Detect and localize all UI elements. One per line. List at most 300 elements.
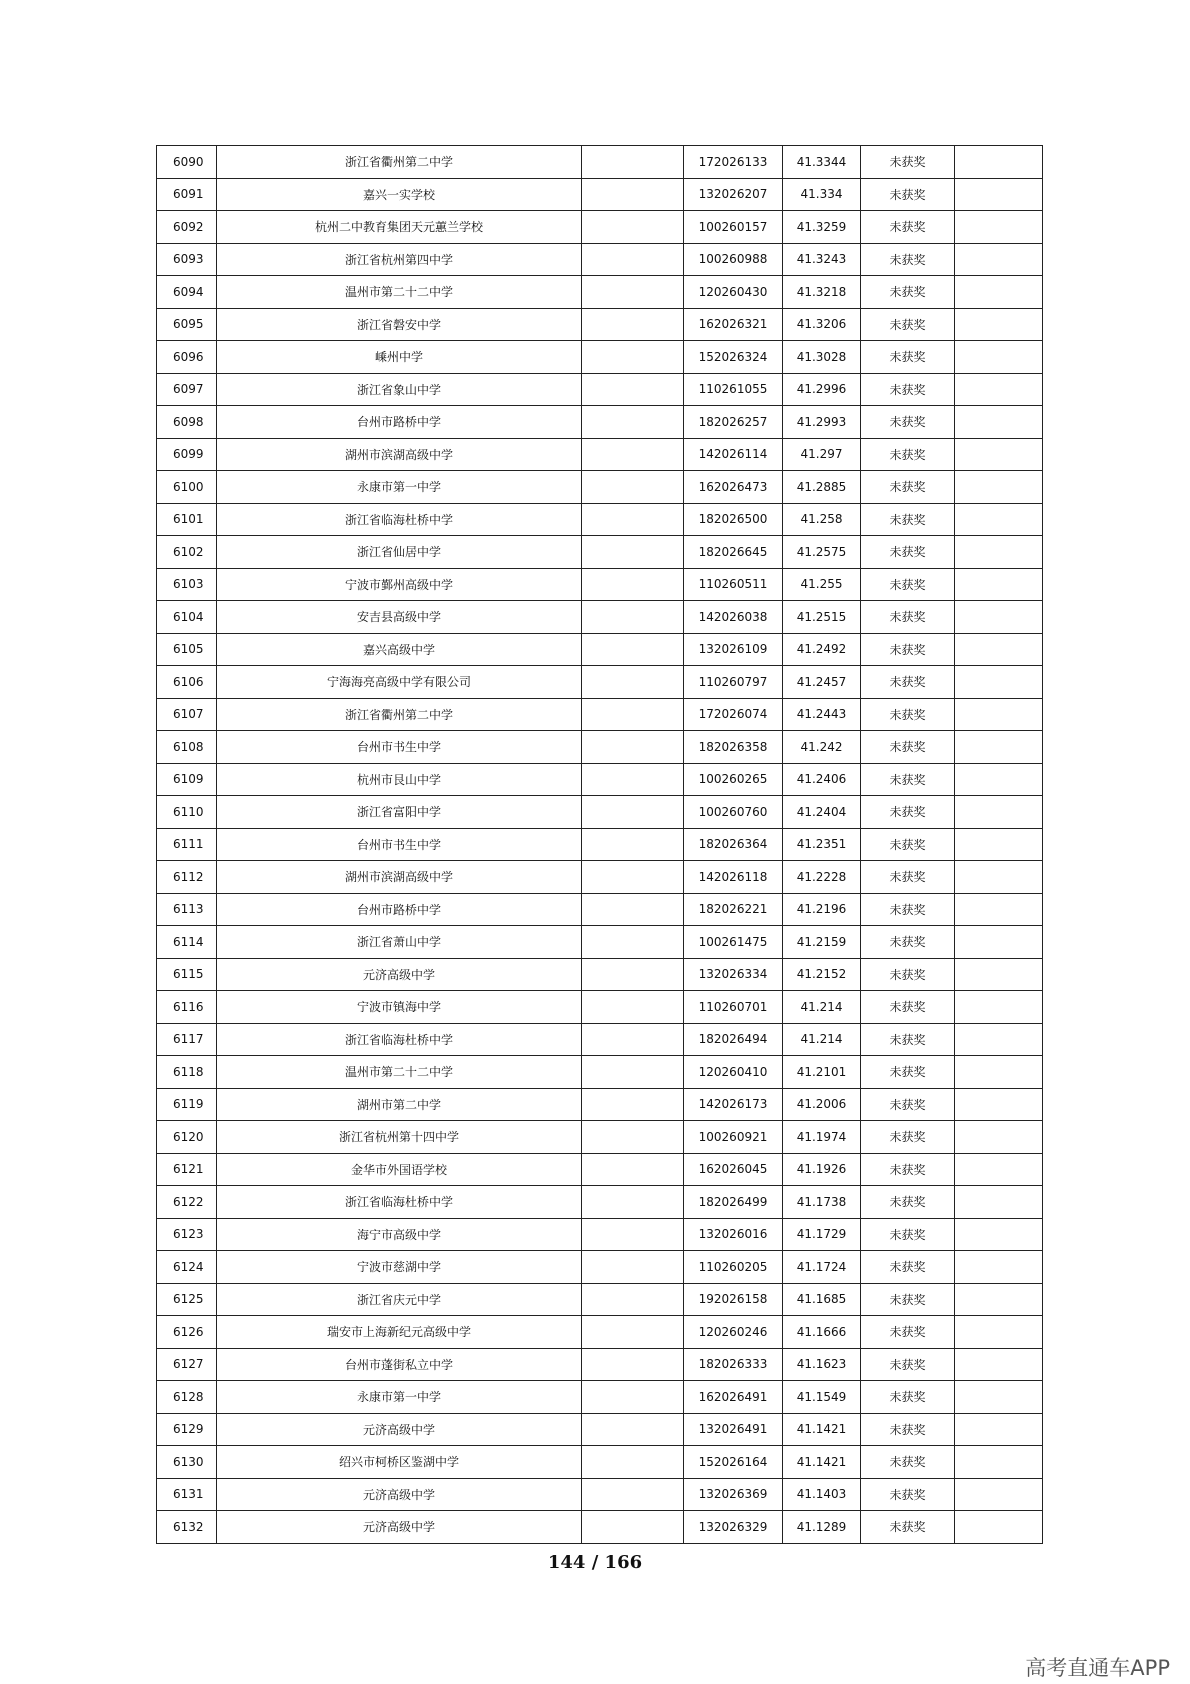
table-row bbox=[157, 1088, 1043, 1121]
candidate-id-cell: 162026491 bbox=[684, 1381, 783, 1414]
empty-cell bbox=[582, 861, 684, 894]
school-cell: 宁波市鄞州高级中学 bbox=[217, 568, 582, 601]
empty-cell bbox=[582, 731, 684, 764]
school-cell: 湖州市滨湖高级中学 bbox=[217, 861, 582, 894]
empty-cell bbox=[582, 503, 684, 536]
empty-cell bbox=[582, 536, 684, 569]
table-row bbox=[157, 1446, 1043, 1479]
score-cell: 41.1974 bbox=[783, 1121, 861, 1154]
candidate-id-cell: 182026364 bbox=[684, 828, 783, 861]
school-cell: 台州市蓬街私立中学 bbox=[217, 1348, 582, 1381]
empty-cell bbox=[955, 1023, 1043, 1056]
empty-cell bbox=[582, 1088, 684, 1121]
table-row bbox=[157, 1511, 1043, 1544]
school-cell: 嘉兴一实学校 bbox=[217, 178, 582, 211]
rank-cell: 6095 bbox=[157, 308, 217, 341]
table-row bbox=[157, 308, 1043, 341]
award-cell: 未获奖 bbox=[861, 1316, 955, 1349]
score-cell: 41.2101 bbox=[783, 1056, 861, 1089]
award-cell: 未获奖 bbox=[861, 861, 955, 894]
award-cell: 未获奖 bbox=[861, 1381, 955, 1414]
score-cell: 41.2404 bbox=[783, 796, 861, 829]
empty-cell bbox=[582, 1023, 684, 1056]
table-row bbox=[157, 698, 1043, 731]
candidate-id-cell: 120260410 bbox=[684, 1056, 783, 1089]
school-cell: 台州市路桥中学 bbox=[217, 893, 582, 926]
table-row bbox=[157, 861, 1043, 894]
empty-cell bbox=[955, 1056, 1043, 1089]
table-row bbox=[157, 146, 1043, 179]
score-cell: 41.1724 bbox=[783, 1251, 861, 1284]
rank-cell: 6092 bbox=[157, 211, 217, 244]
candidate-id-cell: 132026016 bbox=[684, 1218, 783, 1251]
award-cell: 未获奖 bbox=[861, 958, 955, 991]
empty-cell bbox=[582, 958, 684, 991]
empty-cell bbox=[955, 1121, 1043, 1154]
rank-cell: 6107 bbox=[157, 698, 217, 731]
rank-cell: 6117 bbox=[157, 1023, 217, 1056]
empty-cell bbox=[955, 893, 1043, 926]
empty-cell bbox=[582, 698, 684, 731]
school-cell: 永康市第一中学 bbox=[217, 471, 582, 504]
empty-cell bbox=[582, 471, 684, 504]
empty-cell bbox=[955, 178, 1043, 211]
candidate-id-cell: 182026645 bbox=[684, 536, 783, 569]
table-row bbox=[157, 633, 1043, 666]
table-row bbox=[157, 568, 1043, 601]
school-cell: 海宁市高级中学 bbox=[217, 1218, 582, 1251]
table-row bbox=[157, 958, 1043, 991]
score-cell: 41.1666 bbox=[783, 1316, 861, 1349]
rank-cell: 6132 bbox=[157, 1511, 217, 1544]
results-table bbox=[156, 145, 1043, 1544]
empty-cell bbox=[582, 1186, 684, 1219]
rank-cell: 6091 bbox=[157, 178, 217, 211]
rank-cell: 6114 bbox=[157, 926, 217, 959]
rank-cell: 6115 bbox=[157, 958, 217, 991]
score-cell: 41.1421 bbox=[783, 1446, 861, 1479]
candidate-id-cell: 182026494 bbox=[684, 1023, 783, 1056]
table-row bbox=[157, 1056, 1043, 1089]
empty-cell bbox=[582, 1381, 684, 1414]
award-cell: 未获奖 bbox=[861, 146, 955, 179]
empty-cell bbox=[955, 991, 1043, 1024]
award-cell: 未获奖 bbox=[861, 926, 955, 959]
empty-cell bbox=[955, 146, 1043, 179]
score-cell: 41.2996 bbox=[783, 373, 861, 406]
empty-cell bbox=[955, 861, 1043, 894]
rank-cell: 6093 bbox=[157, 243, 217, 276]
score-cell: 41.2228 bbox=[783, 861, 861, 894]
school-cell: 永康市第一中学 bbox=[217, 1381, 582, 1414]
rank-cell: 6122 bbox=[157, 1186, 217, 1219]
empty-cell bbox=[582, 1348, 684, 1381]
table-row bbox=[157, 828, 1043, 861]
empty-cell bbox=[955, 601, 1043, 634]
award-cell: 未获奖 bbox=[861, 1251, 955, 1284]
school-cell: 元济高级中学 bbox=[217, 958, 582, 991]
table-row bbox=[157, 1316, 1043, 1349]
table-row bbox=[157, 471, 1043, 504]
candidate-id-cell: 142026173 bbox=[684, 1088, 783, 1121]
award-cell: 未获奖 bbox=[861, 633, 955, 666]
empty-cell bbox=[582, 1413, 684, 1446]
award-cell: 未获奖 bbox=[861, 211, 955, 244]
candidate-id-cell: 132026369 bbox=[684, 1478, 783, 1511]
rank-cell: 6130 bbox=[157, 1446, 217, 1479]
score-cell: 41.258 bbox=[783, 503, 861, 536]
empty-cell bbox=[955, 1316, 1043, 1349]
award-cell: 未获奖 bbox=[861, 893, 955, 926]
candidate-id-cell: 182026499 bbox=[684, 1186, 783, 1219]
award-cell: 未获奖 bbox=[861, 406, 955, 439]
table-row bbox=[157, 1478, 1043, 1511]
score-cell: 41.2515 bbox=[783, 601, 861, 634]
rank-cell: 6097 bbox=[157, 373, 217, 406]
school-cell: 瑞安市上海新纪元高级中学 bbox=[217, 1316, 582, 1349]
candidate-id-cell: 120260246 bbox=[684, 1316, 783, 1349]
table-row bbox=[157, 503, 1043, 536]
award-cell: 未获奖 bbox=[861, 828, 955, 861]
rank-cell: 6099 bbox=[157, 438, 217, 471]
score-cell: 41.3206 bbox=[783, 308, 861, 341]
empty-cell bbox=[582, 308, 684, 341]
candidate-id-cell: 132026109 bbox=[684, 633, 783, 666]
empty-cell bbox=[582, 926, 684, 959]
empty-cell bbox=[955, 958, 1043, 991]
empty-cell bbox=[955, 828, 1043, 861]
empty-cell bbox=[955, 1348, 1043, 1381]
score-cell: 41.214 bbox=[783, 991, 861, 1024]
candidate-id-cell: 110260511 bbox=[684, 568, 783, 601]
empty-cell bbox=[582, 568, 684, 601]
empty-cell bbox=[955, 1283, 1043, 1316]
school-cell: 绍兴市柯桥区鉴湖中学 bbox=[217, 1446, 582, 1479]
rank-cell: 6120 bbox=[157, 1121, 217, 1154]
rank-cell: 6102 bbox=[157, 536, 217, 569]
empty-cell bbox=[582, 893, 684, 926]
empty-cell bbox=[955, 1413, 1043, 1446]
table-row bbox=[157, 796, 1043, 829]
results-table-body bbox=[157, 146, 1043, 1544]
score-cell: 41.1421 bbox=[783, 1413, 861, 1446]
award-cell: 未获奖 bbox=[861, 1218, 955, 1251]
school-cell: 湖州市滨湖高级中学 bbox=[217, 438, 582, 471]
award-cell: 未获奖 bbox=[861, 568, 955, 601]
candidate-id-cell: 182026358 bbox=[684, 731, 783, 764]
empty-cell bbox=[582, 763, 684, 796]
table-row bbox=[157, 178, 1043, 211]
rank-cell: 6100 bbox=[157, 471, 217, 504]
school-cell: 杭州市艮山中学 bbox=[217, 763, 582, 796]
empty-cell bbox=[955, 471, 1043, 504]
empty-cell bbox=[582, 1056, 684, 1089]
candidate-id-cell: 120260430 bbox=[684, 276, 783, 309]
award-cell: 未获奖 bbox=[861, 243, 955, 276]
award-cell: 未获奖 bbox=[861, 1023, 955, 1056]
empty-cell bbox=[955, 1153, 1043, 1186]
score-cell: 41.214 bbox=[783, 1023, 861, 1056]
empty-cell bbox=[955, 308, 1043, 341]
empty-cell bbox=[955, 1478, 1043, 1511]
empty-cell bbox=[955, 1381, 1043, 1414]
school-cell: 台州市书生中学 bbox=[217, 731, 582, 764]
school-cell: 浙江省仙居中学 bbox=[217, 536, 582, 569]
rank-cell: 6109 bbox=[157, 763, 217, 796]
rank-cell: 6106 bbox=[157, 666, 217, 699]
candidate-id-cell: 142026114 bbox=[684, 438, 783, 471]
empty-cell bbox=[955, 796, 1043, 829]
school-cell: 浙江省衢州第二中学 bbox=[217, 146, 582, 179]
empty-cell bbox=[582, 406, 684, 439]
rank-cell: 6101 bbox=[157, 503, 217, 536]
school-cell: 浙江省衢州第二中学 bbox=[217, 698, 582, 731]
score-cell: 41.2406 bbox=[783, 763, 861, 796]
rank-cell: 6098 bbox=[157, 406, 217, 439]
table-row bbox=[157, 1218, 1043, 1251]
empty-cell bbox=[955, 341, 1043, 374]
rank-cell: 6104 bbox=[157, 601, 217, 634]
candidate-id-cell: 172026074 bbox=[684, 698, 783, 731]
empty-cell bbox=[582, 1316, 684, 1349]
score-cell: 41.2885 bbox=[783, 471, 861, 504]
candidate-id-cell: 100260921 bbox=[684, 1121, 783, 1154]
rank-cell: 6127 bbox=[157, 1348, 217, 1381]
candidate-id-cell: 132026207 bbox=[684, 178, 783, 211]
score-cell: 41.1289 bbox=[783, 1511, 861, 1544]
rank-cell: 6126 bbox=[157, 1316, 217, 1349]
candidate-id-cell: 110261055 bbox=[684, 373, 783, 406]
score-cell: 41.1623 bbox=[783, 1348, 861, 1381]
empty-cell bbox=[955, 373, 1043, 406]
empty-cell bbox=[955, 276, 1043, 309]
empty-cell bbox=[955, 536, 1043, 569]
award-cell: 未获奖 bbox=[861, 1283, 955, 1316]
school-cell: 元济高级中学 bbox=[217, 1478, 582, 1511]
score-cell: 41.3259 bbox=[783, 211, 861, 244]
table-row bbox=[157, 341, 1043, 374]
rank-cell: 6111 bbox=[157, 828, 217, 861]
empty-cell bbox=[955, 666, 1043, 699]
candidate-id-cell: 100260265 bbox=[684, 763, 783, 796]
score-cell: 41.2443 bbox=[783, 698, 861, 731]
page-number: 144 / 166 bbox=[547, 1552, 643, 1573]
score-cell: 41.1926 bbox=[783, 1153, 861, 1186]
award-cell: 未获奖 bbox=[861, 1446, 955, 1479]
candidate-id-cell: 162026321 bbox=[684, 308, 783, 341]
candidate-id-cell: 110260205 bbox=[684, 1251, 783, 1284]
empty-cell bbox=[582, 178, 684, 211]
table-row bbox=[157, 1186, 1043, 1219]
empty-cell bbox=[955, 1511, 1043, 1544]
table-row bbox=[157, 276, 1043, 309]
rank-cell: 6123 bbox=[157, 1218, 217, 1251]
rank-cell: 6125 bbox=[157, 1283, 217, 1316]
school-cell: 温州市第二十二中学 bbox=[217, 276, 582, 309]
empty-cell bbox=[582, 146, 684, 179]
rank-cell: 6105 bbox=[157, 633, 217, 666]
award-cell: 未获奖 bbox=[861, 698, 955, 731]
award-cell: 未获奖 bbox=[861, 763, 955, 796]
school-cell: 浙江省临海杜桥中学 bbox=[217, 1023, 582, 1056]
empty-cell bbox=[582, 1121, 684, 1154]
empty-cell bbox=[582, 1153, 684, 1186]
empty-cell bbox=[582, 991, 684, 1024]
award-cell: 未获奖 bbox=[861, 308, 955, 341]
empty-cell bbox=[582, 828, 684, 861]
rank-cell: 6129 bbox=[157, 1413, 217, 1446]
award-cell: 未获奖 bbox=[861, 1121, 955, 1154]
award-cell: 未获奖 bbox=[861, 1511, 955, 1544]
score-cell: 41.297 bbox=[783, 438, 861, 471]
table-row bbox=[157, 536, 1043, 569]
candidate-id-cell: 110260797 bbox=[684, 666, 783, 699]
empty-cell bbox=[582, 796, 684, 829]
school-cell: 浙江省象山中学 bbox=[217, 373, 582, 406]
score-cell: 41.3344 bbox=[783, 146, 861, 179]
award-cell: 未获奖 bbox=[861, 601, 955, 634]
candidate-id-cell: 152026324 bbox=[684, 341, 783, 374]
empty-cell bbox=[582, 243, 684, 276]
score-cell: 41.2159 bbox=[783, 926, 861, 959]
empty-cell bbox=[955, 1446, 1043, 1479]
school-cell: 嵊州中学 bbox=[217, 341, 582, 374]
candidate-id-cell: 162026045 bbox=[684, 1153, 783, 1186]
award-cell: 未获奖 bbox=[861, 536, 955, 569]
empty-cell bbox=[955, 763, 1043, 796]
table-row bbox=[157, 1348, 1043, 1381]
score-cell: 41.3028 bbox=[783, 341, 861, 374]
empty-cell bbox=[955, 503, 1043, 536]
score-cell: 41.1738 bbox=[783, 1186, 861, 1219]
school-cell: 元济高级中学 bbox=[217, 1511, 582, 1544]
candidate-id-cell: 132026329 bbox=[684, 1511, 783, 1544]
award-cell: 未获奖 bbox=[861, 373, 955, 406]
school-cell: 浙江省临海杜桥中学 bbox=[217, 1186, 582, 1219]
award-cell: 未获奖 bbox=[861, 1056, 955, 1089]
rank-cell: 6131 bbox=[157, 1478, 217, 1511]
empty-cell bbox=[582, 1478, 684, 1511]
empty-cell bbox=[955, 438, 1043, 471]
school-cell: 浙江省杭州第四中学 bbox=[217, 243, 582, 276]
rank-cell: 6124 bbox=[157, 1251, 217, 1284]
award-cell: 未获奖 bbox=[861, 991, 955, 1024]
table-row bbox=[157, 1381, 1043, 1414]
empty-cell bbox=[582, 373, 684, 406]
table-row bbox=[157, 666, 1043, 699]
rank-cell: 6119 bbox=[157, 1088, 217, 1121]
table-row bbox=[157, 893, 1043, 926]
score-cell: 41.255 bbox=[783, 568, 861, 601]
candidate-id-cell: 182026257 bbox=[684, 406, 783, 439]
empty-cell bbox=[955, 1218, 1043, 1251]
empty-cell bbox=[582, 1283, 684, 1316]
award-cell: 未获奖 bbox=[861, 503, 955, 536]
score-cell: 41.2993 bbox=[783, 406, 861, 439]
empty-cell bbox=[582, 1446, 684, 1479]
score-cell: 41.2152 bbox=[783, 958, 861, 991]
table-row bbox=[157, 1121, 1043, 1154]
empty-cell bbox=[582, 276, 684, 309]
score-cell: 41.1403 bbox=[783, 1478, 861, 1511]
award-cell: 未获奖 bbox=[861, 796, 955, 829]
table-row bbox=[157, 1283, 1043, 1316]
table-row bbox=[157, 991, 1043, 1024]
rank-cell: 6103 bbox=[157, 568, 217, 601]
table-row bbox=[157, 1251, 1043, 1284]
school-cell: 温州市第二十二中学 bbox=[217, 1056, 582, 1089]
candidate-id-cell: 142026038 bbox=[684, 601, 783, 634]
rank-cell: 6108 bbox=[157, 731, 217, 764]
award-cell: 未获奖 bbox=[861, 1088, 955, 1121]
rank-cell: 6128 bbox=[157, 1381, 217, 1414]
school-cell: 金华市外国语学校 bbox=[217, 1153, 582, 1186]
empty-cell bbox=[582, 633, 684, 666]
empty-cell bbox=[955, 698, 1043, 731]
empty-cell bbox=[955, 243, 1043, 276]
table-row bbox=[157, 1153, 1043, 1186]
school-cell: 杭州二中教育集团天元蕙兰学校 bbox=[217, 211, 582, 244]
table-row bbox=[157, 373, 1043, 406]
school-cell: 台州市路桥中学 bbox=[217, 406, 582, 439]
rank-cell: 6113 bbox=[157, 893, 217, 926]
school-cell: 嘉兴高级中学 bbox=[217, 633, 582, 666]
candidate-id-cell: 100260988 bbox=[684, 243, 783, 276]
candidate-id-cell: 100261475 bbox=[684, 926, 783, 959]
empty-cell bbox=[955, 568, 1043, 601]
school-cell: 元济高级中学 bbox=[217, 1413, 582, 1446]
rank-cell: 6116 bbox=[157, 991, 217, 1024]
table-row bbox=[157, 926, 1043, 959]
table-row bbox=[157, 406, 1043, 439]
score-cell: 41.2457 bbox=[783, 666, 861, 699]
table-row bbox=[157, 1023, 1043, 1056]
score-cell: 41.3243 bbox=[783, 243, 861, 276]
candidate-id-cell: 132026491 bbox=[684, 1413, 783, 1446]
score-cell: 41.3218 bbox=[783, 276, 861, 309]
rank-cell: 6121 bbox=[157, 1153, 217, 1186]
candidate-id-cell: 182026500 bbox=[684, 503, 783, 536]
award-cell: 未获奖 bbox=[861, 666, 955, 699]
school-cell: 台州市书生中学 bbox=[217, 828, 582, 861]
candidate-id-cell: 132026334 bbox=[684, 958, 783, 991]
school-cell: 安吉县高级中学 bbox=[217, 601, 582, 634]
candidate-id-cell: 182026221 bbox=[684, 893, 783, 926]
score-cell: 41.2575 bbox=[783, 536, 861, 569]
award-cell: 未获奖 bbox=[861, 1186, 955, 1219]
award-cell: 未获奖 bbox=[861, 1413, 955, 1446]
empty-cell bbox=[955, 633, 1043, 666]
table-row bbox=[157, 1413, 1043, 1446]
score-cell: 41.1729 bbox=[783, 1218, 861, 1251]
school-cell: 浙江省萧山中学 bbox=[217, 926, 582, 959]
rank-cell: 6096 bbox=[157, 341, 217, 374]
score-cell: 41.2006 bbox=[783, 1088, 861, 1121]
empty-cell bbox=[582, 1218, 684, 1251]
award-cell: 未获奖 bbox=[861, 341, 955, 374]
rank-cell: 6112 bbox=[157, 861, 217, 894]
score-cell: 41.2196 bbox=[783, 893, 861, 926]
school-cell: 浙江省临海杜桥中学 bbox=[217, 503, 582, 536]
school-cell: 宁海海亮高级中学有限公司 bbox=[217, 666, 582, 699]
empty-cell bbox=[582, 341, 684, 374]
rank-cell: 6090 bbox=[157, 146, 217, 179]
empty-cell bbox=[582, 438, 684, 471]
empty-cell bbox=[582, 1511, 684, 1544]
table-row bbox=[157, 763, 1043, 796]
table-row bbox=[157, 211, 1043, 244]
table-row bbox=[157, 243, 1043, 276]
